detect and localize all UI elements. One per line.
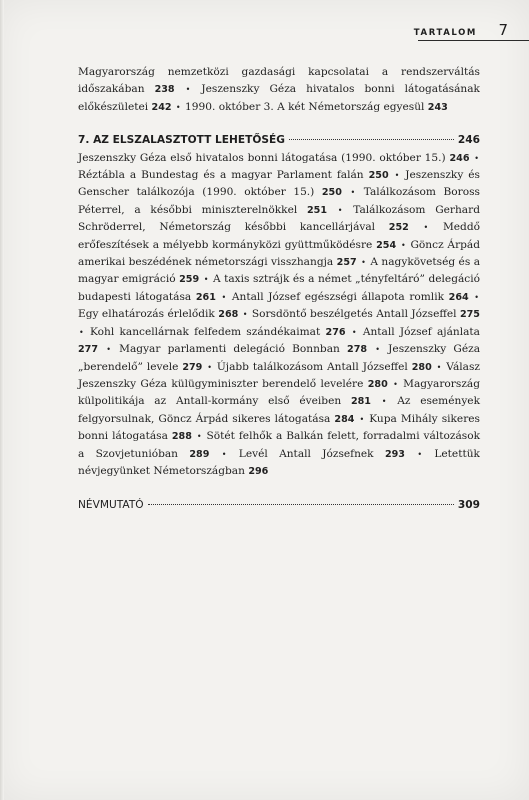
bullet-separator: •	[417, 449, 423, 459]
toc-entry-text: Kupa Mihály sikeres bonni látogatása	[78, 412, 480, 443]
bullet-separator: •	[337, 205, 343, 215]
toc-entry-page: 281	[350, 396, 371, 408]
chapter-entries	[78, 150, 480, 481]
toc-entry-page: 254	[376, 239, 397, 251]
toc-entry-text: Sorsdöntő beszélgetés Antall Józseffel	[251, 308, 457, 321]
toc-entry-text: Kohl kancellárnak felfedem szándékaimat	[89, 325, 321, 338]
bullet-separator: •	[203, 275, 209, 285]
toc-entry-page: 250	[321, 187, 342, 199]
toc-entry-text: 1990. október 3. A két Németország egyesül	[185, 100, 425, 113]
toc-entry-text: Jeszenszky és Genscher találkozója (1990. október 15.)	[78, 169, 480, 199]
toc-entry-page: 284	[334, 413, 355, 425]
bullet-separator: •	[393, 379, 398, 389]
toc-entry-text: Antall József ajánlata	[362, 325, 480, 338]
toc-entry-page: 257	[336, 257, 357, 269]
bullet-separator: •	[394, 171, 400, 181]
bullet-separator: •	[359, 414, 365, 424]
index-title: NÉVMUTATÓ	[78, 499, 144, 512]
toc-entry-page: 296	[248, 465, 269, 477]
toc-entry-page: 280	[411, 361, 432, 373]
toc-entry-page: 276	[325, 326, 346, 338]
running-header-title: TARTALOM	[413, 28, 477, 38]
bullet-separator: •	[375, 345, 380, 355]
toc-entry-page: 261	[195, 291, 216, 303]
toc-entry-text: Válasz Jeszenszky Géza külügyminiszter berendelő levelére	[78, 360, 480, 390]
toc-entry-text: Találkozásom Gerhard Schröderrel, Németország későbbi kancellárjával	[78, 203, 480, 234]
toc-entry-page: 238	[154, 84, 175, 96]
toc-entry-page: 243	[427, 101, 448, 113]
chapter-heading	[78, 132, 480, 149]
header-rule	[418, 40, 529, 41]
toc-entry-page: 264	[448, 291, 469, 303]
index-heading	[78, 497, 480, 514]
toc-entry-page: 268	[218, 309, 239, 321]
toc-entry-page: 289	[189, 448, 210, 460]
toc-entry-page: 279	[182, 361, 203, 373]
toc-entry-page: 259	[179, 274, 200, 286]
bullet-separator: •	[381, 397, 387, 407]
dot-leader	[289, 139, 454, 140]
toc-entry-text: Egy elhatározás érlelődik	[78, 308, 215, 321]
toc-entry-page: 242	[151, 101, 172, 113]
bullet-separator: •	[474, 292, 480, 302]
bullet-separator: •	[423, 223, 429, 233]
toc-entry-text: Letettük névjegyünket Németországban	[78, 447, 480, 477]
toc-entry-page: 288	[171, 431, 192, 443]
bullet-separator: •	[474, 153, 480, 163]
toc-entry-text: A nagykövetség és a magyar emigráció	[78, 256, 481, 286]
chapter-page: 246	[457, 134, 480, 147]
toc-entry-text: Sötét felhők a Balkán felett, forradalmi változások a Szovjetunióban	[78, 430, 480, 460]
toc-entry-page: 280	[367, 378, 388, 390]
toc-entry-text: Réztábla a Bundestag és a magyar Parlament falán	[78, 169, 364, 182]
toc-entry-text: Jeszenszky Géza első hivatalos bonni látogatása (1990. október 15.)	[78, 151, 446, 164]
chapter-title: 7. AZ ELSZALASZTOTT LEHETŐSÉG	[78, 134, 285, 147]
toc-entry-text: Jeszenszky Géza hivatalos bonni látogatásának előkészületei	[78, 83, 480, 113]
bullet-separator: •	[351, 327, 357, 337]
bullet-separator: •	[221, 449, 227, 459]
page-gutter	[0, 0, 4, 800]
toc-entry-text: Magyarország nemzetközi gazdasági kapcsolatai a rendszerváltás időszakában	[78, 66, 480, 96]
toc-entry-text: Magyarország külpolitikája az Antall-kormány első éveiben	[78, 377, 480, 408]
toc-entry-text: Magyar parlamenti delegáció Bonnban	[119, 343, 340, 356]
toc-entry-text: Levél Antall Józsefnek	[238, 447, 374, 460]
bullet-separator: •	[175, 102, 181, 112]
toc-entry-text: Göncz Árpád amerikai beszédének németországi visszhangja	[78, 238, 481, 269]
toc-entry-page: 277	[78, 344, 99, 356]
dot-leader	[148, 504, 454, 505]
toc-entry-text: Meddő erőfeszítések a mélyebb kormányközi gyüttműködésre	[78, 221, 480, 251]
page-number: 7	[498, 21, 508, 39]
bullet-separator: •	[79, 327, 84, 337]
bullet-separator: •	[361, 258, 366, 268]
toc-entry-text: Jeszenszky Géza „berendelő” levele	[78, 343, 481, 373]
index-page: 309	[457, 499, 480, 512]
bullet-separator: •	[207, 362, 212, 372]
toc-entry-text: Az események felgyorsulnak, Göncz Árpád sikeres látogatása	[78, 395, 480, 425]
bullet-separator: •	[221, 292, 227, 302]
bullet-separator: •	[196, 432, 202, 442]
toc-entry-page: 246	[449, 152, 470, 164]
bullet-separator: •	[350, 188, 356, 198]
toc-entry-page: 251	[306, 204, 328, 216]
bullet-separator: •	[242, 310, 248, 320]
running-header	[0, 20, 529, 44]
bullet-separator: •	[400, 240, 406, 250]
toc-entry-text: Antall József egészségi állapota romlik	[231, 290, 445, 303]
table-of-contents	[78, 64, 480, 515]
toc-entry-page: 293	[384, 448, 405, 460]
toc-entry-page: 252	[388, 222, 409, 234]
toc-entry-text: A taxis sztrájk és a német „tényfeltáró” delegáció budapesti látogatása	[78, 273, 480, 303]
toc-entry-page: 278	[347, 344, 368, 356]
bullet-separator: •	[185, 85, 191, 95]
toc-entry-page: 275	[459, 309, 480, 321]
intro-entries	[78, 64, 480, 116]
toc-entry-text: Találkozásom Boross Péterrel, a későbbi miniszterelnökkel	[78, 186, 480, 216]
toc-entry-page: 250	[368, 170, 389, 182]
bullet-separator: •	[436, 362, 442, 372]
bullet-separator: •	[106, 345, 111, 355]
toc-entry-text: Újabb találkozásom Antall Józseffel	[216, 360, 408, 373]
